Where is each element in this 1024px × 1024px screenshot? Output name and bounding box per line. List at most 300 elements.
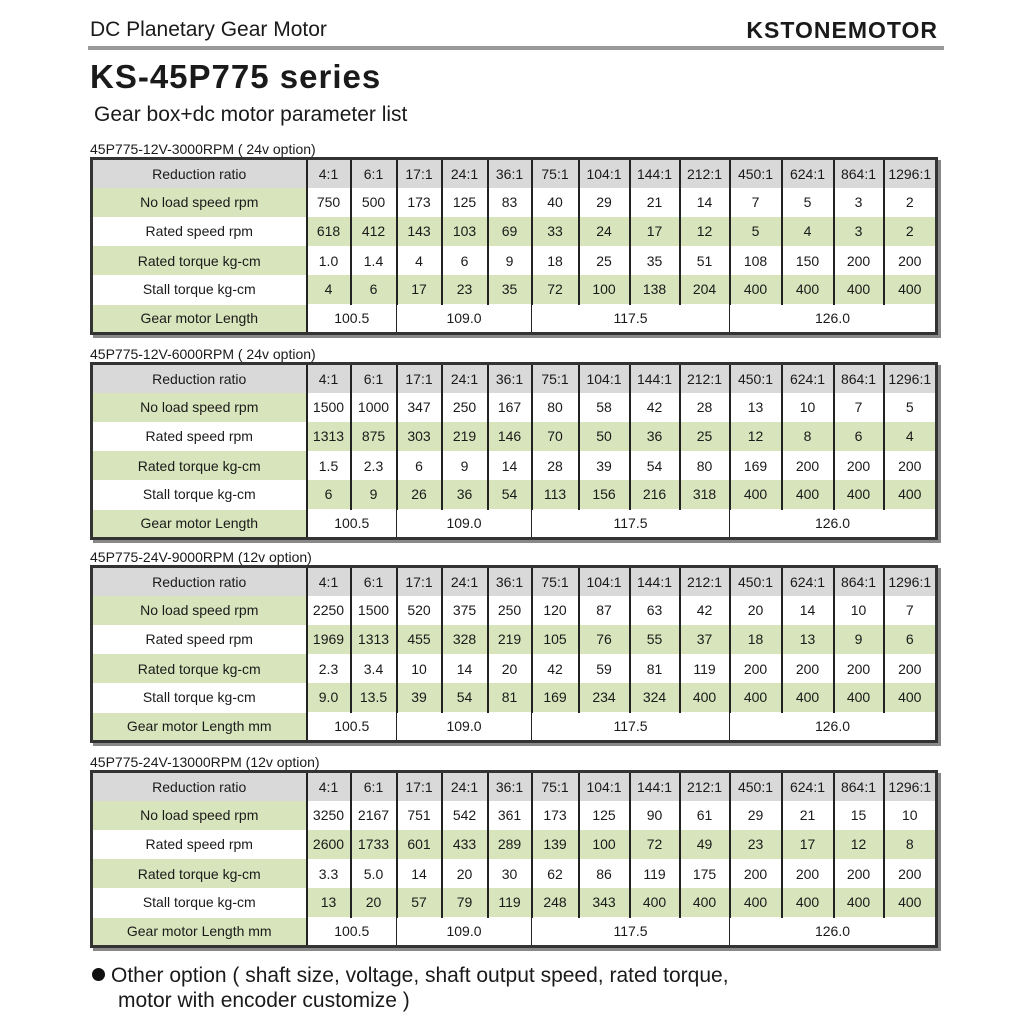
length-cell: 117.5 [532,304,730,333]
ratio-header: 450:1 [730,364,782,393]
ratio-header: 104:1 [579,159,630,188]
table-row [92,830,937,859]
value-cell: 119 [488,888,532,917]
value-cell: 125 [579,801,630,830]
value-cell: 113 [532,480,579,509]
ratio-header: 144:1 [630,364,680,393]
value-cell: 4 [397,246,442,275]
table-row [92,596,937,625]
value-cell: 400 [730,480,782,509]
value-cell: 2600 [307,830,351,859]
row-label: Rated speed rpm [92,625,307,654]
table-caption: 45P775-24V-9000RPM (12v option) [90,549,312,565]
value-cell: 61 [680,801,730,830]
value-cell: 54 [488,480,532,509]
value-cell: 103 [442,217,488,246]
value-cell: 138 [630,275,680,304]
ratio-header: 104:1 [579,567,630,596]
value-cell: 139 [532,830,579,859]
table-row [92,772,937,801]
value-cell: 17 [397,275,442,304]
row-label: Stall torque kg-cm [92,480,307,509]
value-cell: 17 [630,217,680,246]
table-caption: 45P775-12V-3000RPM ( 24v option) [90,141,316,157]
value-cell: 14 [488,451,532,480]
ratio-header: 104:1 [579,772,630,801]
ratio-header: 4:1 [307,159,351,188]
ratio-header: 450:1 [730,159,782,188]
value-cell: 250 [442,393,488,422]
value-cell: 26 [397,480,442,509]
value-cell: 33 [532,217,579,246]
value-cell: 36 [442,480,488,509]
table-caption: 45P775-24V-13000RPM (12v option) [90,754,320,770]
value-cell: 12 [834,830,884,859]
ratio-header: 624:1 [782,772,834,801]
value-cell: 5 [905,399,914,416]
length-cell: 100.5 [307,917,397,946]
value-cell: 21 [630,188,680,217]
value-cell: 200 [898,457,922,474]
value-cell: 1500 [351,596,397,625]
length-cell: 100.5 [307,304,397,333]
ratio-header: 624:1 [782,159,834,188]
value-cell: 58 [579,393,630,422]
value-cell: 750 [307,188,351,217]
table-caption: 45P775-12V-6000RPM ( 24v option) [90,346,316,362]
value-cell: 28 [680,393,730,422]
value-cell: 9.0 [307,683,351,712]
value-cell: 72 [532,275,579,304]
row-label: Stall torque kg-cm [92,683,307,712]
ratio-header: 17:1 [397,567,442,596]
value-cell: 37 [680,625,730,654]
length-cell: 100.5 [307,712,397,741]
value-cell: 1313 [351,625,397,654]
value-cell: 400 [834,683,884,712]
value-cell: 24 [579,217,630,246]
value-cell: 55 [630,625,680,654]
value-cell: 375 [442,596,488,625]
value-cell: 200 [898,660,922,677]
spec-table [90,565,938,743]
value-cell: 14 [680,188,730,217]
length-cell: 126.0 [730,304,937,333]
row-label: No load speed rpm [92,801,307,830]
value-cell: 119 [630,859,680,888]
value-cell: 42 [532,654,579,683]
table-row [92,217,937,246]
ratio-header: 36:1 [488,159,532,188]
value-cell: 400 [834,275,884,304]
row-label: Rated speed rpm [92,217,307,246]
value-cell: 542 [442,801,488,830]
value-cell: 400 [884,275,937,304]
value-cell: 3250 [307,801,351,830]
ratio-header: 24:1 [442,159,488,188]
row-label: Rated torque kg-cm [92,451,307,480]
value-cell: 289 [488,830,532,859]
row-label: Reduction ratio [92,159,307,188]
value-cell: 29 [730,801,782,830]
value-cell: 14 [397,859,442,888]
ratio-header: 17:1 [397,364,442,393]
value-cell: 8 [884,830,937,859]
value-cell: 50 [579,422,630,451]
value-cell: 83 [488,188,532,217]
ratio-header: 1296:1 [884,567,937,596]
value-cell: 1733 [351,830,397,859]
value-cell: 347 [397,393,442,422]
value-cell: 105 [532,625,579,654]
value-cell: 72 [630,830,680,859]
value-cell: 219 [488,625,532,654]
value-cell: 400 [884,480,937,509]
value-cell: 76 [579,625,630,654]
length-cell: 109.0 [397,304,532,333]
ratio-header: 6:1 [351,772,397,801]
value-cell: 18 [730,625,782,654]
ratio-header: 1296:1 [884,772,937,801]
table-row [92,451,937,480]
value-cell: 200 [834,859,884,888]
value-cell: 108 [730,246,782,275]
value-cell: 3.3 [307,859,351,888]
row-label: Rated torque kg-cm [92,859,307,888]
value-cell: 400 [730,888,782,917]
ratio-header: 212:1 [680,772,730,801]
table-row [92,567,937,596]
table-row [92,275,937,304]
value-cell: 36 [630,422,680,451]
value-cell: 30 [488,859,532,888]
value-cell: 13 [782,625,834,654]
row-label: Gear motor Length mm [92,917,307,946]
value-cell: 69 [488,217,532,246]
value-cell: 455 [397,625,442,654]
value-cell: 167 [488,393,532,422]
value-cell: 39 [397,683,442,712]
value-cell: 4 [782,217,834,246]
row-label: No load speed rpm [92,393,307,422]
row-label: Rated speed rpm [92,830,307,859]
value-cell: 4 [884,422,937,451]
value-cell: 400 [834,888,884,917]
other-option-note [92,963,729,1013]
ratio-header: 450:1 [730,567,782,596]
value-cell: 5 [782,188,834,217]
length-cell: 100.5 [307,509,397,538]
value-cell: 200 [782,654,834,683]
row-label: Reduction ratio [92,772,307,801]
ratio-header: 864:1 [834,567,884,596]
value-cell: 54 [442,683,488,712]
value-cell: 216 [630,480,680,509]
value-cell: 400 [884,888,937,917]
value-cell: 62 [532,859,579,888]
value-cell: 400 [782,275,834,304]
value-cell: 400 [782,888,834,917]
value-cell: 6 [884,625,937,654]
value-cell: 875 [351,422,397,451]
value-cell: 17 [782,830,834,859]
note-line-1: Other option ( shaft size, voltage, shaft output speed, rated torque, [111,964,729,987]
value-cell: 400 [730,275,782,304]
value-cell: 79 [442,888,488,917]
value-cell: 324 [630,683,680,712]
table-row [92,364,937,393]
value-cell: 3.4 [351,654,397,683]
ratio-header: 144:1 [630,159,680,188]
ratio-header: 6:1 [351,159,397,188]
value-cell: 3 [834,217,884,246]
ratio-header: 212:1 [680,567,730,596]
value-cell: 9 [351,480,397,509]
value-cell: 234 [579,683,630,712]
ratio-header: 624:1 [782,364,834,393]
table-row [92,888,937,917]
value-cell: 200 [834,654,884,683]
table-row [92,246,937,275]
spec-table [90,157,938,335]
value-cell: 7 [730,188,782,217]
series-title: KS-45P775 series [90,58,382,95]
row-label: Reduction ratio [92,567,307,596]
value-cell: 70 [532,422,579,451]
value-cell: 20 [442,859,488,888]
value-cell: 412 [351,217,397,246]
ratio-header: 212:1 [680,364,730,393]
value-cell: 433 [442,830,488,859]
value-cell: 25 [680,422,730,451]
value-cell: 200 [834,451,884,480]
value-cell: 343 [579,888,630,917]
length-cell: 109.0 [397,509,532,538]
value-cell: 125 [442,188,488,217]
ratio-header: 450:1 [730,772,782,801]
value-cell: 13.5 [351,683,397,712]
value-cell: 10 [397,654,442,683]
ratio-header: 1296:1 [884,159,937,188]
value-cell: 40 [532,188,579,217]
value-cell: 87 [579,596,630,625]
value-cell: 120 [532,596,579,625]
value-cell: 200 [834,246,884,275]
value-cell: 25 [579,246,630,275]
value-cell: 2250 [307,596,351,625]
value-cell: 90 [630,801,680,830]
length-cell: 117.5 [532,509,730,538]
value-cell: 2167 [351,801,397,830]
value-cell: 119 [680,654,730,683]
row-label: Rated torque kg-cm [92,246,307,275]
table-row [92,859,937,888]
value-cell: 6 [442,246,488,275]
ratio-header: 24:1 [442,772,488,801]
value-cell: 601 [397,830,442,859]
value-cell: 1313 [307,422,351,451]
ratio-header: 75:1 [532,772,579,801]
value-cell: 173 [397,188,442,217]
value-cell: 328 [442,625,488,654]
header-divider [88,46,944,50]
row-label: Gear motor Length mm [92,712,307,741]
value-cell: 86 [579,859,630,888]
spec-table [90,770,938,948]
row-label: Rated torque kg-cm [92,654,307,683]
table-row [92,654,937,683]
value-cell: 10 [782,393,834,422]
table-row [92,159,937,188]
ratio-header: 4:1 [307,364,351,393]
ratio-header: 24:1 [442,567,488,596]
length-cell: 117.5 [532,917,730,946]
value-cell: 2 [905,194,914,211]
ratio-header: 624:1 [782,567,834,596]
value-cell: 81 [630,654,680,683]
value-cell: 200 [898,252,922,269]
ratio-header: 24:1 [442,364,488,393]
value-cell: 400 [782,683,834,712]
table-row [92,509,937,538]
value-cell: 204 [680,275,730,304]
ratio-header: 75:1 [532,159,579,188]
ratio-header: 864:1 [834,364,884,393]
value-cell: 5 [730,217,782,246]
row-label: Gear motor Length [92,304,307,333]
value-cell: 10 [834,596,884,625]
value-cell: 175 [680,859,730,888]
value-cell: 9 [442,451,488,480]
value-cell: 7 [834,393,884,422]
value-cell: 39 [579,451,630,480]
value-cell: 1.0 [307,246,351,275]
ratio-header: 36:1 [488,567,532,596]
table-row [92,625,937,654]
value-cell: 400 [834,480,884,509]
value-cell: 51 [680,246,730,275]
table-row [92,304,937,333]
value-cell: 18 [532,246,579,275]
value-cell: 54 [630,451,680,480]
value-cell: 42 [680,596,730,625]
table-row [92,801,937,830]
table-row [92,422,937,451]
value-cell: 13 [307,888,351,917]
bullet-icon [92,968,105,981]
value-cell: 200 [730,654,782,683]
value-cell: 318 [680,480,730,509]
subtitle: Gear box+dc motor parameter list [94,103,408,126]
value-cell: 1500 [307,393,351,422]
value-cell: 303 [397,422,442,451]
ratio-header: 864:1 [834,159,884,188]
table-row [92,683,937,712]
value-cell: 42 [630,393,680,422]
value-cell: 100 [579,830,630,859]
row-label: Gear motor Length [92,509,307,538]
ratio-header: 4:1 [307,772,351,801]
value-cell: 400 [630,888,680,917]
ratio-header: 144:1 [630,567,680,596]
value-cell: 12 [680,217,730,246]
value-cell: 80 [532,393,579,422]
ratio-header: 6:1 [351,364,397,393]
value-cell: 6 [834,422,884,451]
row-label: No load speed rpm [92,188,307,217]
ratio-header: 75:1 [532,364,579,393]
value-cell: 13 [730,393,782,422]
value-cell: 9 [834,625,884,654]
value-cell: 6 [351,275,397,304]
value-cell: 400 [730,683,782,712]
length-cell: 126.0 [730,712,937,741]
value-cell: 1969 [307,625,351,654]
note-line-2: motor with encoder customize ) [118,989,410,1012]
value-cell: 23 [730,830,782,859]
value-cell: 35 [630,246,680,275]
value-cell: 156 [579,480,630,509]
value-cell: 20 [488,654,532,683]
value-cell: 2.3 [307,654,351,683]
value-cell: 520 [397,596,442,625]
ratio-header: 36:1 [488,364,532,393]
ratio-header: 4:1 [307,567,351,596]
row-label: No load speed rpm [92,596,307,625]
doc-header-title: DC Planetary Gear Motor [90,18,327,41]
value-cell: 169 [730,451,782,480]
value-cell: 200 [898,865,922,882]
value-cell: 143 [397,217,442,246]
ratio-header: 17:1 [397,159,442,188]
row-label: Stall torque kg-cm [92,275,307,304]
value-cell: 23 [442,275,488,304]
value-cell: 28 [532,451,579,480]
value-cell: 10 [901,807,918,824]
ratio-header: 36:1 [488,772,532,801]
value-cell: 6 [307,480,351,509]
value-cell: 21 [782,801,834,830]
ratio-header: 212:1 [680,159,730,188]
value-cell: 146 [488,422,532,451]
ratio-header: 1296:1 [884,364,937,393]
value-cell: 200 [730,859,782,888]
value-cell: 35 [488,275,532,304]
value-cell: 400 [680,888,730,917]
length-cell: 109.0 [397,712,532,741]
value-cell: 618 [307,217,351,246]
value-cell: 200 [782,451,834,480]
value-cell: 8 [782,422,834,451]
value-cell: 3 [834,188,884,217]
value-cell: 49 [680,830,730,859]
value-cell: 400 [680,683,730,712]
value-cell: 9 [488,246,532,275]
value-cell: 57 [397,888,442,917]
value-cell: 100 [579,275,630,304]
value-cell: 7 [905,602,914,619]
value-cell: 15 [834,801,884,830]
ratio-header: 17:1 [397,772,442,801]
value-cell: 5.0 [351,859,397,888]
table-row [92,393,937,422]
ratio-header: 6:1 [351,567,397,596]
value-cell: 59 [579,654,630,683]
value-cell: 751 [397,801,442,830]
value-cell: 250 [488,596,532,625]
row-label: Rated speed rpm [92,422,307,451]
value-cell: 400 [782,480,834,509]
